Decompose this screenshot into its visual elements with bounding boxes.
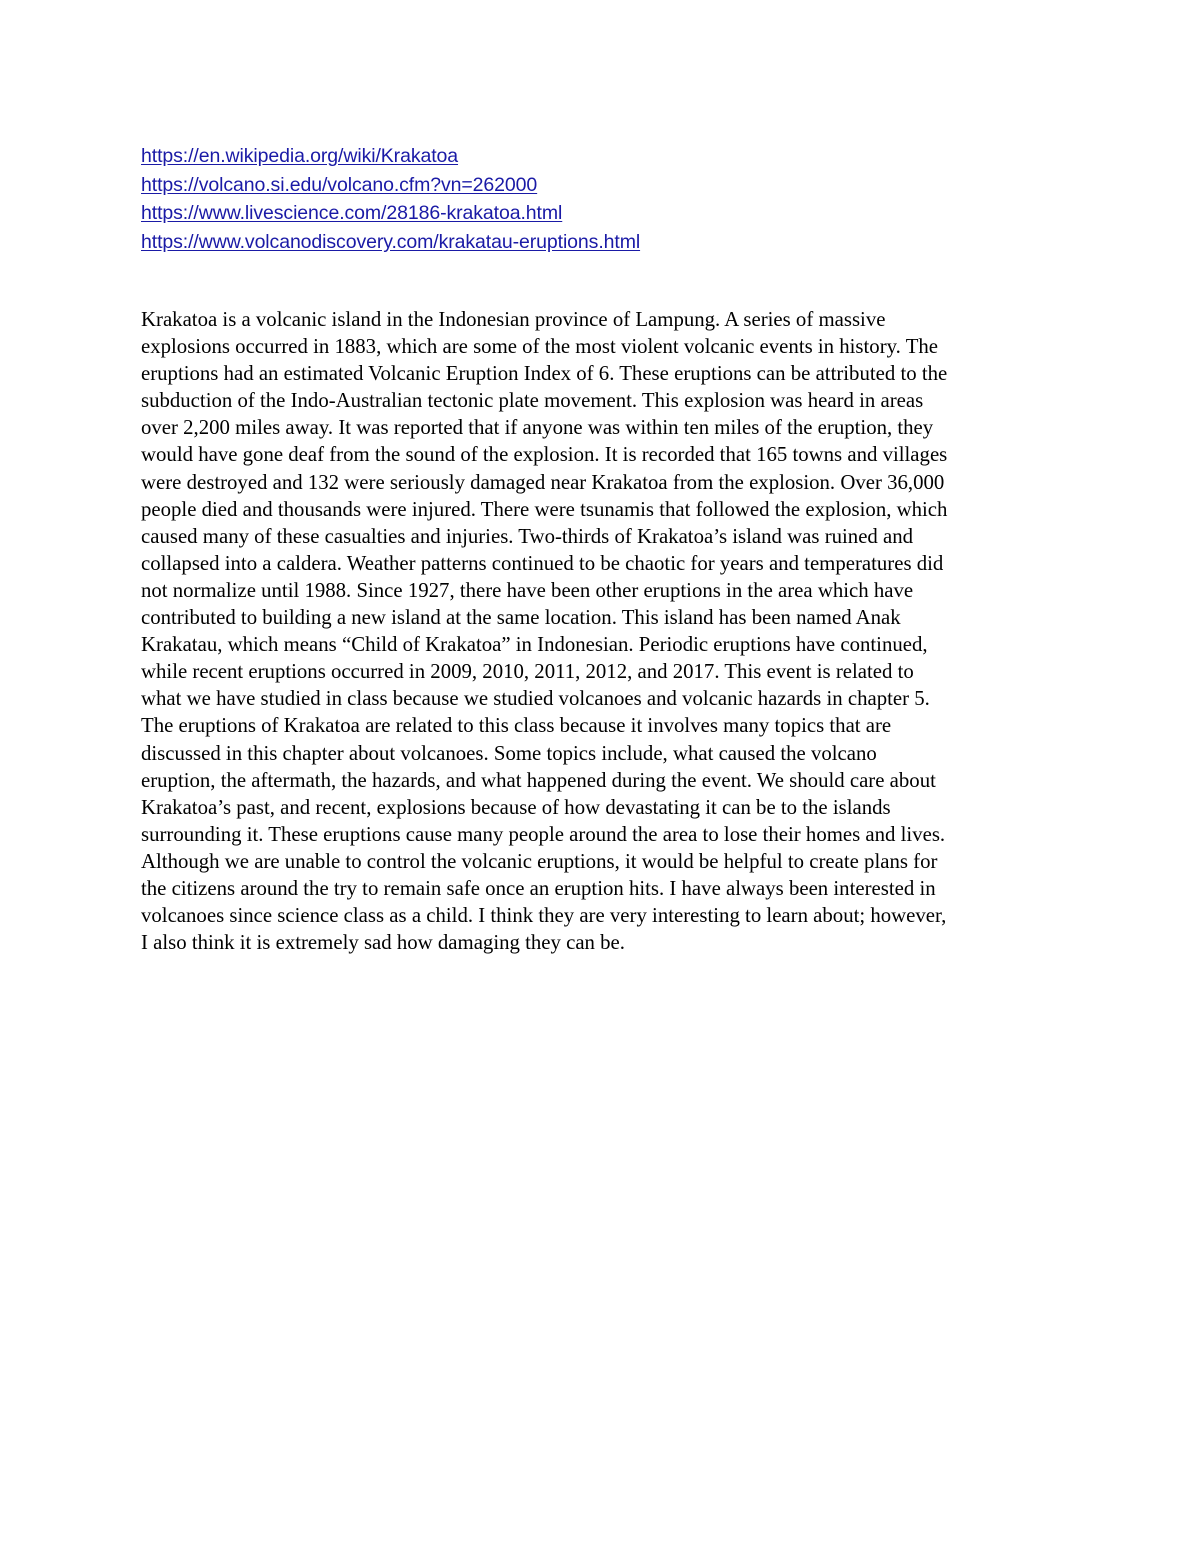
livescience-link[interactable]: https://www.livescience.com/28186-krakatoa.html [141, 202, 563, 224]
wikipedia-link[interactable]: https://en.wikipedia.org/wiki/Krakatoa [141, 145, 459, 167]
smithsonian-volcano-link[interactable]: https://volcano.si.edu/volcano.cfm?vn=262000 [141, 173, 538, 196]
reference-link-item [141, 199, 1061, 228]
reference-links [141, 142, 1061, 256]
essay-paragraph: Krakatoa is a volcanic island in the Indonesian province of Lampung. A series of massive explosions occurred in 1883, which are some of the most violent volcanic events in history. The eruptions had an estimated Volcanic Eruption Index of 6. These eruptions can be attributed to the subduction of the Indo-Australian tectonic plate movement. This explosion was heard in areas over 2,200 miles away. It was reported that if anyone was within ten miles of the eruption, they would have gone deaf from the sound of the explosion. It is recorded that 165 towns and villages were destroyed and 132 were seriously damaged near Krakatoa from the explosion. Over 36,000 people died and thousands were injured. There were tsunamis that followed the explosion, which caused many of these casualties and injuries. Two-thirds of Krakatoa’s island was ruined and collapsed into a caldera. Weather patterns continued to be chaotic for years and temperatures did not normalize until 1988. Since 1927, there have been other eruptions in the area which have contributed to building a new island at the same location. This island has been named Anak Krakatau, which means “Child of Krakatoa” in Indonesian. Periodic eruptions have continued, while recent eruptions occurred in 2009, 2010, 2011, 2012, and 2017. This event is related to what we have studied in class because we studied volcanoes and volcanic hazards in chapter 5. The eruptions of Krakatoa are related to this class because it involves many topics that are discussed in this chapter about volcanoes. Some topics include, what caused the volcano eruption, the aftermath, the hazards, and what happened during the event. We should care about Krakatoa’s past, and recent, explosions because of how devastating it can be to the islands surrounding it. These eruptions cause many people around the area to lose their homes and lives. Although we are unable to control the volcanic eruptions, it would be helpful to create plans for the citizens around the try to remain safe once an eruption hits. I have always been interested in volcanoes since science class as a child. I think they are very interesting to learn about; however, I also think it is extremely sad how damaging they can be. [141, 308, 948, 955]
reference-link-item [141, 171, 1061, 200]
reference-link-item [141, 142, 1061, 171]
reference-link-item [141, 228, 1061, 257]
volcanodiscovery-link[interactable]: https://www.volcanodiscovery.com/krakatau-eruptions.html [141, 230, 641, 253]
